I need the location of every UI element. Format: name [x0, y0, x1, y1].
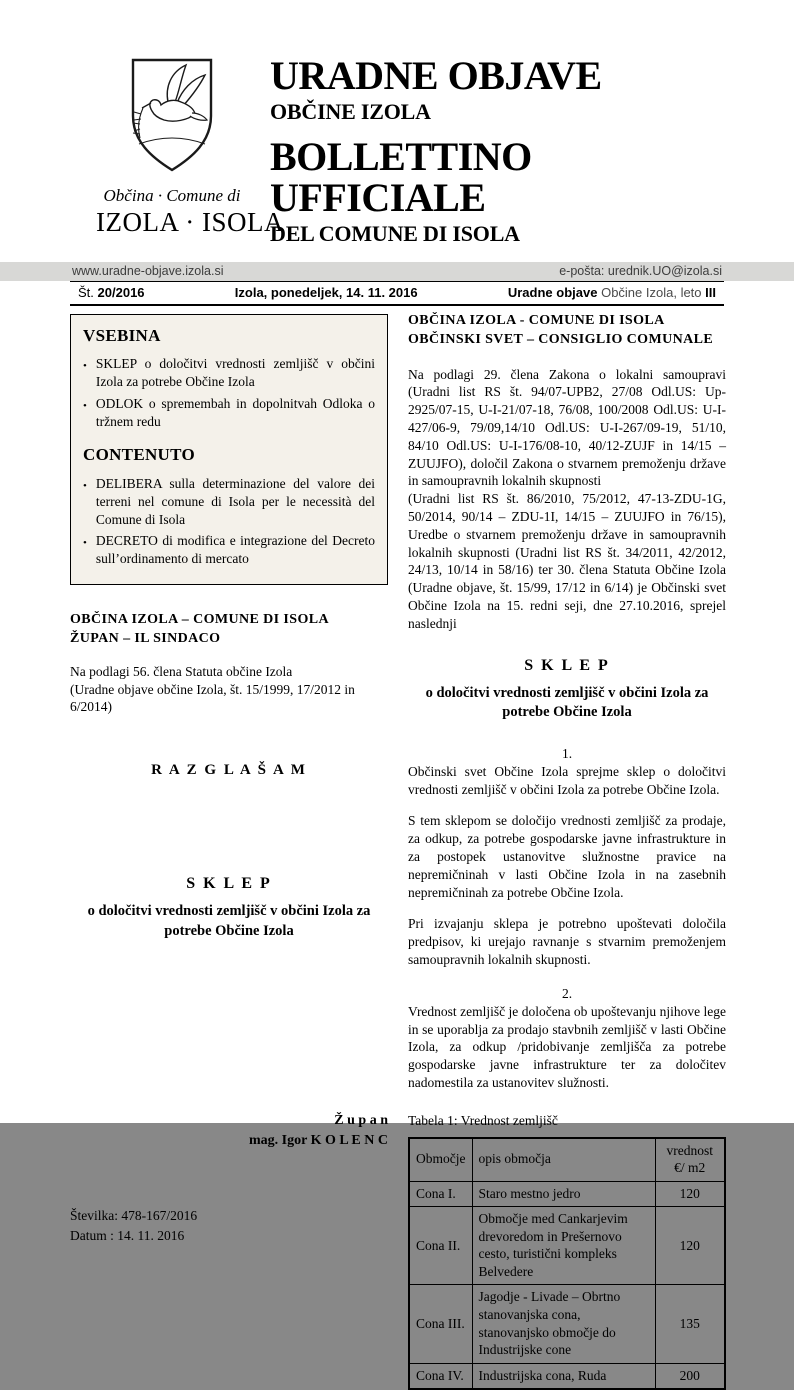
value-cell: 120 [655, 1207, 725, 1285]
bullet-icon [83, 532, 87, 568]
reference-date: Datum : 14. 11. 2016 [70, 1227, 185, 1243]
signature-block [70, 1111, 388, 1150]
website-text: www.uradne-objave.izola.si [72, 263, 224, 278]
bullet-icon [83, 355, 87, 391]
left-sklep-subtitle: o določitvi vrednosti zemljišč v občini Izola za potrebe Občine Izola [87, 903, 371, 939]
info-bar [0, 262, 794, 281]
description-cell: Industrijska cona, Ruda [472, 1363, 655, 1389]
table-caption: Tabela 1: Vrednost zemljišč [408, 1112, 558, 1128]
left-org-heading [70, 611, 388, 649]
vsebina-item-text: ODLOK o spremembah in dopolnitvah Odloka o tržnem redu [95, 395, 375, 429]
contenuto-item-text: DECRETO di modifica e integrazione del Decreto sull’ordinamento di mercato [95, 533, 375, 567]
vsebina-item-text: SKLEP o določitvi vrednosti zemljišč v občini Izola za potrebe Občine Izola [95, 356, 375, 390]
description-cell: Območje med Cankarjevim drevoredom in Prešernovo cesto, turistični kompleks Belvedere [472, 1207, 655, 1285]
contenuto-item-text: DELIBERA sulla determinazione del valore dei terreni nel comune di Isola per le necessità del Comune di Isola [95, 475, 375, 527]
masthead-titles [270, 53, 724, 246]
list-item [83, 355, 375, 391]
list-item [83, 395, 375, 431]
issue-number-value: 20/2016 [97, 284, 145, 300]
preamble-part1: Na podlagi 29. člena Zakona o lokalni samoupravi (Uradni list RS št. 94/07-UPB2, 27/08 Odl.US: Up-2925/07-15, U-I-21/07-18, 76/08, 100/2008 Odl.US: U-I-427/06-9, 79/09,14/10 Odl.US: U-I-267/09-19, 51/10, 84/10 Odl.US: U-I-176/08-10, 40/12-ZUJF in 14/15 – ZUUJFO), določil Zakona o stvarnem premoženju države in samoupravnih lokalnih skupnosti [408, 366, 726, 489]
title-uradne-objave: URADNE OBJAVE [270, 53, 602, 98]
issue-edition-year: III [705, 284, 716, 300]
description-cell: Jagodje - Livade – Obrtno stanovanjska cona, stanovanjsko območje do Industrijske cone [472, 1285, 655, 1363]
right-org-heading [408, 312, 726, 350]
title-bollettino-ufficiale: BOLLETTINO UFFICIALE [270, 133, 532, 220]
legal-line2: (Uradne objave občine Izola, št. 15/1999, 17/2012 in 6/2014) [70, 681, 355, 715]
section-2-number: 2. [561, 985, 573, 1001]
column-header-value: vrednost €/ m2 [655, 1138, 725, 1182]
issue-edition-regular: Občine Izola, leto [601, 284, 706, 300]
zone-cell: Cona II. [409, 1207, 472, 1285]
right-org-line2: OBČINSKI SVET – CONSIGLIO COMUNALE [408, 331, 714, 347]
section-1-paragraph: Občinski svet Občine Izola sprejme sklep o določitvi vrednosti zemljišč v občini Izola za potrebe Občine Izola. [408, 763, 726, 797]
right-column [408, 312, 726, 1390]
legal-line1: Na podlagi 56. člena Statuta občine Izola [70, 663, 293, 679]
section-2-paragraph: Vrednost zemljišč je določena ob upoštevanju njihove lege in se uporablja za prodajo stavbnih zemljišč v lasti Občine Izola, za odkup /pridobivanje zemljišča za potrebe gospodarske javne infrastrukture ter za določitev nadomestila za ustanovitev služnosti. [408, 1003, 726, 1090]
section-1-number: 1. [561, 745, 573, 761]
zone-cell: Cona IV. [409, 1363, 472, 1389]
value-cell: 200 [655, 1363, 725, 1389]
value-cell: 135 [655, 1285, 725, 1363]
email-text: e-pošta: urednik.UO@izola.si [559, 263, 722, 278]
right-org-line1: OBČINA IZOLA - COMUNE DI ISOLA [408, 312, 665, 328]
title-obcine-izola: OBČINE IZOLA [270, 98, 431, 124]
list-item [83, 475, 375, 528]
bullet-icon [83, 475, 87, 528]
table-row [409, 1207, 725, 1285]
right-sklep-subtitle: o določitvi vrednosti zemljišč v občini Izola za potrebe Občine Izola [425, 684, 709, 721]
table-row [409, 1181, 725, 1207]
right-sklep-title: S K L E P [524, 656, 610, 674]
issue-number-label: Št. [78, 284, 94, 300]
description-cell: Staro mestno jedro [472, 1181, 655, 1207]
preamble-part2: (Uradni list RS št. 86/2010, 75/2012, 47-13-ZDU-1G, 50/2014, 90/14 – ZDU-1I, 14/15 – ZUUJFO in 76/15), Uredbe o stvarnem premoženju države in samoupravnih lokalnih skupnosti (Uradni list RS št. 34/2011, 42/2012, 24/13, 10/14 in 58/16) ter 30. člena Statuta Občine Izola (Uradne objave, št. 15/99, 17/12 in 6/14) je Občinski svet Občine Izola na 15. redni seji, dne 27.10.2016, sprejel naslednji [408, 491, 726, 631]
left-sklep-heading [70, 873, 388, 941]
contents-box [70, 314, 388, 585]
table-row [409, 1363, 725, 1389]
land-value-table [408, 1137, 726, 1390]
list-item [83, 532, 375, 568]
municipality-logo [96, 56, 284, 246]
table-row [409, 1285, 725, 1363]
zone-cell: Cona III. [409, 1285, 472, 1363]
issue-number [78, 285, 145, 300]
left-legal-basis [70, 663, 388, 716]
logo-name-line: IZOLA · ISOLA [96, 207, 284, 237]
right-sklep-heading [408, 655, 726, 723]
vsebina-title: VSEBINA [83, 325, 161, 345]
issue-date: Izola, ponedeljek, 14. 11. 2016 [234, 284, 418, 300]
document-body [70, 312, 724, 1390]
table-header-row [409, 1138, 725, 1182]
reference-block [70, 1206, 388, 1245]
issue-bar [70, 281, 724, 306]
coat-of-arms-icon [96, 56, 248, 178]
left-sklep-title: S K L E P [186, 874, 272, 892]
proclaim-heading: R A Z G L A Š A M [151, 762, 307, 779]
section-1-paragraph: Pri izvajanju sklepa je potrebno upoštevati določila predpisov, ki urejajo ravnanje s stvarnim premoženjem samoupravnih lokalnih skupnosti. [408, 916, 726, 968]
column-header-description: opis območja [472, 1138, 655, 1182]
signature-role: Ž u p a n [334, 1113, 388, 1129]
section-1-paragraph: S tem sklepom se določijo vrednosti zemljišč za prodaje, za odkup, za potrebe gospodarske javne infrastrukture in za postopek ustanovitve služnostne pravice na nepremičninah v lasti Občine Izola in na zasebnih nepremičninah za potrebe Občine Izola. [408, 813, 726, 900]
zone-cell: Cona I. [409, 1181, 472, 1207]
contenuto-title: CONTENUTO [83, 445, 195, 465]
column-header-zone: Območje [409, 1138, 472, 1182]
left-column [70, 312, 388, 1390]
value-cell: 120 [655, 1181, 725, 1207]
left-org-line2: ŽUPAN – IL SINDACO [70, 630, 221, 646]
logo-org-line: Občina · Comune di [103, 186, 241, 205]
left-org-line1: OBČINA IZOLA – COMUNE DI ISOLA [70, 611, 329, 627]
bullet-icon [83, 395, 87, 431]
masthead [0, 0, 794, 256]
issue-edition [508, 285, 716, 300]
issue-edition-bold: Uradne objave [507, 284, 598, 300]
title-del-comune-di-isola: DEL COMUNE DI ISOLA [270, 220, 520, 246]
preamble-paragraph [408, 366, 726, 633]
reference-number: Številka: 478-167/2016 [70, 1208, 198, 1224]
signature-name: mag. Igor K O L E N C [249, 1132, 388, 1148]
